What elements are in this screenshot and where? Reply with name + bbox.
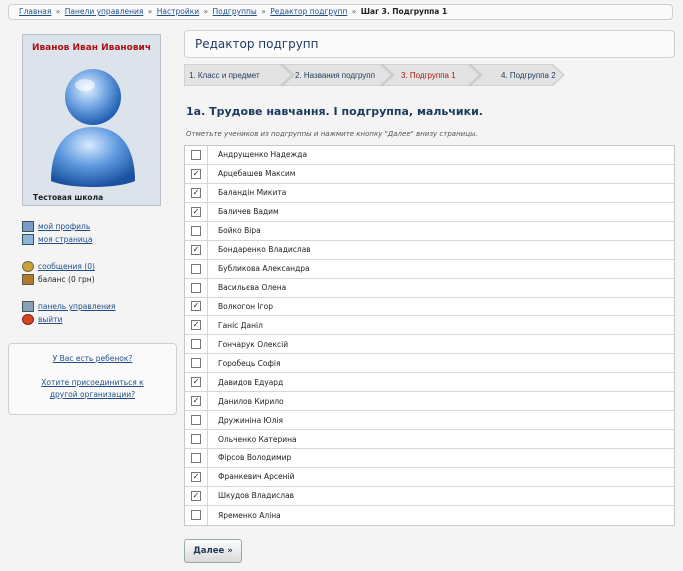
student-name: Гончарук Олексій <box>218 339 289 349</box>
student-row <box>185 449 674 468</box>
breadcrumb-item-home[interactable]: Главная <box>19 7 52 16</box>
checkbox-cell <box>185 506 208 525</box>
checkbox-cell <box>185 260 208 278</box>
checkbox-cell <box>185 430 208 448</box>
checkbox-cell <box>185 165 208 183</box>
student-name: Бондаренко Владислав <box>218 245 311 255</box>
student-checkbox[interactable]: ✓ <box>192 377 200 387</box>
breadcrumb: Главная » Панели управления » Настройки » Подгруппы » Редактор подгрупп » Шаг 3. Подгруппа 1 <box>8 4 673 20</box>
breadcrumb-current: Шаг 3. Подгруппа 1 <box>360 7 448 16</box>
student-row <box>185 203 674 222</box>
student-row <box>185 184 674 203</box>
student-checkbox[interactable]: ✓ <box>192 168 200 178</box>
student-name: Ганіс Даніл <box>218 320 263 330</box>
student-name: Бойко Віра <box>218 226 261 236</box>
profile-school: Тестовая школа <box>33 193 104 202</box>
student-name: Яременко Аліна <box>218 510 281 520</box>
student-list <box>184 145 675 526</box>
system-menu <box>22 300 115 326</box>
checkbox-cell <box>185 354 208 372</box>
student-name: Ольченко Катерина <box>218 434 297 444</box>
student-name: Волкогон Ігор <box>218 301 273 311</box>
student-row <box>185 487 674 506</box>
control-panel-icon <box>22 301 34 312</box>
student-name: Бубликова Александра <box>218 264 310 274</box>
next-button[interactable]: Далее » <box>184 539 242 563</box>
checkbox-cell <box>185 222 208 240</box>
step-4-label: 4. Подгруппа 2 <box>501 71 556 80</box>
student-checkbox[interactable] <box>191 415 201 425</box>
balance-icon <box>22 274 34 285</box>
student-checkbox[interactable] <box>191 264 201 274</box>
step-1-label: 1. Класс и предмет <box>189 71 260 80</box>
student-checkbox[interactable] <box>191 510 201 520</box>
student-row <box>185 430 674 449</box>
student-name: Фірсов Володимир <box>218 453 292 463</box>
checkbox-cell <box>185 203 208 221</box>
student-row <box>185 241 674 260</box>
student-checkbox[interactable] <box>191 283 201 293</box>
student-checkbox[interactable]: ✓ <box>192 206 200 216</box>
student-checkbox[interactable]: ✓ <box>192 301 200 311</box>
checkbox-cell <box>185 392 208 410</box>
child-link[interactable]: У Вас есть ребенок? <box>52 354 133 363</box>
page-title: Редактор подгрупп <box>195 37 319 51</box>
student-checkbox[interactable] <box>191 339 201 349</box>
profile-card <box>22 34 161 206</box>
student-row <box>185 298 674 317</box>
checkbox-cell <box>185 184 208 202</box>
student-row <box>185 411 674 430</box>
student-name: Дружиніна Юлія <box>218 415 284 425</box>
join-organization-link[interactable]: Хотите присоединиться к другой организации? <box>41 378 144 399</box>
student-checkbox[interactable]: ✓ <box>192 490 200 500</box>
checkbox-cell <box>185 279 208 297</box>
profile-menu <box>22 220 92 246</box>
student-name: Арцебашев Максим <box>218 169 296 179</box>
instruction-text: Отметьте учеников из подгруппы и нажмите кнопку "Далее" внизу страницы. <box>186 130 478 138</box>
step-3-label: 3. Подгруппа 1 <box>401 71 456 80</box>
step-1[interactable] <box>184 64 292 86</box>
student-row <box>185 335 674 354</box>
breadcrumb-item-subgroups[interactable]: Подгруппы <box>212 7 257 16</box>
student-checkbox[interactable]: ✓ <box>192 320 200 330</box>
student-row <box>185 392 674 411</box>
checkbox-cell <box>185 449 208 467</box>
student-name: Давидов Едуард <box>218 377 284 387</box>
student-row <box>185 468 674 487</box>
page-title-box <box>184 30 675 58</box>
student-row <box>185 222 674 241</box>
checkbox-cell <box>185 298 208 316</box>
student-name: Данилов Кирило <box>218 396 284 406</box>
student-name: Баличев Вадим <box>218 207 279 217</box>
student-row <box>185 146 674 165</box>
menu-item-profile[interactable]: мой профиль <box>22 220 92 233</box>
student-checkbox[interactable]: ✓ <box>192 471 200 481</box>
step-3[interactable] <box>382 64 480 86</box>
breadcrumb-item-control-panels[interactable]: Панели управления <box>64 7 144 16</box>
student-name: Андрущенко Надежда <box>218 150 308 160</box>
student-checkbox[interactable] <box>191 150 201 160</box>
student-checkbox[interactable]: ✓ <box>192 187 200 197</box>
step-2[interactable] <box>282 64 392 86</box>
checkbox-cell <box>185 468 208 486</box>
student-name: Баландін Микита <box>218 188 287 198</box>
student-name: Васильєва Олена <box>218 283 287 293</box>
student-name: Шкудов Владислав <box>218 491 295 501</box>
student-checkbox[interactable]: ✓ <box>192 244 200 254</box>
menu-item-control-panel[interactable]: панель управления <box>22 300 115 313</box>
student-row <box>185 279 674 298</box>
student-name: Горобець Софія <box>218 358 281 368</box>
messages-icon <box>22 261 34 272</box>
student-checkbox[interactable] <box>191 226 201 236</box>
wizard-steps <box>184 64 564 86</box>
student-checkbox[interactable] <box>191 358 201 368</box>
student-name: Франкевич Арсеній <box>218 472 295 482</box>
page-icon <box>22 234 34 245</box>
menu-item-page[interactable]: моя страница <box>22 233 92 246</box>
checkbox-cell <box>185 241 208 259</box>
subgroup-heading: 1а. Трудове навчання. I подгруппа, мальчики. <box>186 105 483 118</box>
checkbox-cell <box>185 487 208 505</box>
student-row <box>185 165 674 184</box>
student-row <box>185 373 674 392</box>
account-menu <box>22 260 95 286</box>
student-checkbox[interactable] <box>191 453 201 463</box>
student-row <box>185 506 674 525</box>
checkbox-cell <box>185 411 208 429</box>
step-4[interactable] <box>470 64 564 86</box>
menu-item-balance: баланс (0 грн) <box>22 273 95 286</box>
student-checkbox[interactable]: ✓ <box>192 396 200 406</box>
checkbox-cell <box>185 146 208 164</box>
breadcrumb-item-settings[interactable]: Настройки <box>156 7 200 16</box>
checkbox-cell <box>185 335 208 353</box>
step-2-label: 2. Названия подгрупп <box>295 71 375 80</box>
student-row <box>185 316 674 335</box>
breadcrumb-item-subgroup-editor[interactable]: Редактор подгрупп <box>270 7 348 16</box>
profile-name: Иванов Иван Иванович <box>31 43 152 53</box>
checkbox-cell <box>185 316 208 334</box>
student-checkbox[interactable] <box>191 434 201 444</box>
menu-item-messages[interactable]: сообщения (0) <box>22 260 95 273</box>
checkbox-cell <box>185 373 208 391</box>
profile-card-icon <box>22 221 34 232</box>
logout-icon <box>22 314 34 325</box>
student-row <box>185 354 674 373</box>
avatar-icon <box>47 63 137 213</box>
student-row <box>185 260 674 279</box>
side-links-panel <box>8 343 177 415</box>
menu-item-logout[interactable]: выйти <box>22 313 115 326</box>
